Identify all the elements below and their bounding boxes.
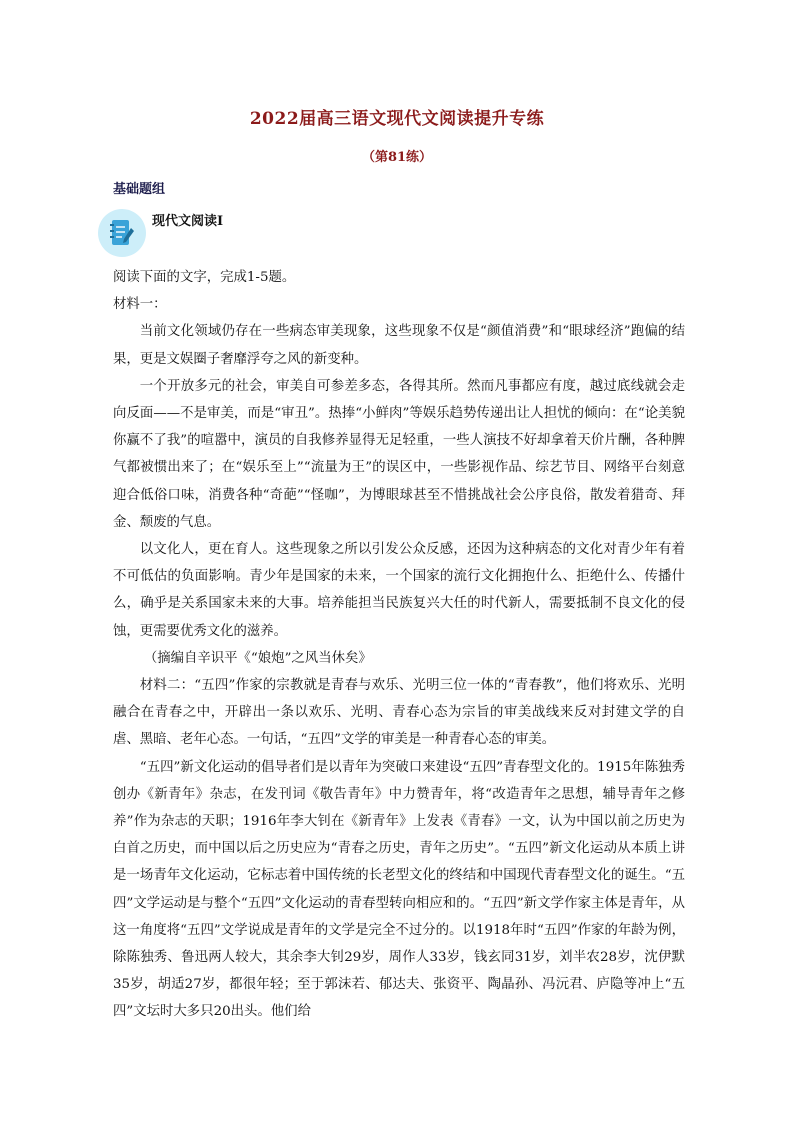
reading-body (113, 264, 685, 1026)
page-title: 2022届高三语文现代文阅读提升专练 (249, 109, 545, 129)
instruction-text: 阅读下面的文字，完成1-5题。 (113, 270, 296, 285)
material-one-source: （摘编自辛识平《“娘炮”之风当休矣》 (143, 650, 372, 666)
section-heading: 基础题组 (113, 182, 166, 197)
page-subtitle: （第81练） (361, 150, 433, 165)
notebook-pen-icon (98, 209, 146, 257)
material-one-paragraph-3: 以文化人，更在育人。这些现象之所以引发公众反感，还因为这种病态的文化对青少年有着不可低估的负面影响。青少年是国家的未来，一个国家的流行文化拥抱什么、拒绝什么、传播什么，确乎是关系国家未来的大事。培养能担当民族复兴大任的时代新人，需要抵制不良文化的侵蚀，更需要优秀文化的滋养。 (113, 542, 685, 639)
part-heading: 现代文阅读Ⅰ (152, 214, 224, 229)
material-two-paragraph-1: 材料二：“五四”作家的宗教就是青春与欢乐、光明三位一体的“青春教”，他们将欢乐、光明融合在青春之中，开辟出一条以欢乐、光明、青春心态为宗旨的审美战线来反对封建文学的自虐、黑暗、老年心态。一句话，“五四”文学的审美是一种青春心态的审美。 (113, 678, 685, 748)
material-two-paragraph-2: “五四”新文化运动的倡导者们是以青年为突破口来建设“五四”青春型文化的。1915年陈独秀创办《新青年》杂志，在发刊词《敬告青年》中力赞青年，将“改造青年之思想，辅导青年之修养”作为杂志的天职；1916年李大钊在《新青年》上发表《青春》一文，认为中国以前之历史为白首之历史，而中国以后之历史应为“青春之历史，青年之历史”。“五四”新文化运动从本质上讲是一场青年文化运动，它标志着中国传统的长老型文化的终结和中国现代青春型文化的诞生。“五四”文学运动是与整个“五四”文化运动的青春型转向相应和的。“五四”新文学作家主体是青年，从这一角度将“五四”文学说成是青年的文学是完全不过分的。以1918年时“五四”作家的年龄为例，除陈独秀、鲁迅两人较大，其余李大钊29岁，周作人33岁，钱玄同31岁，刘半农28岁，沈伊默35岁，胡适27岁，都很年轻；至于郭沫若、郁达夫、张资平、陶晶孙、冯沅君、庐隐等冲上“五四”文坛时大多只20出头。他们给 (113, 759, 685, 1020)
material-one-paragraph-2: 一个开放多元的社会，审美自可参差多态，各得其所。然而凡事都应有度，越过底线就会走向反面——不是审美，而是“审丑”。热捧“小鲜肉”等娱乐趋势传递出让人担忧的倾向：在“论美貌你赢不了我”的喧嚣中，演员的自我修养显得无足轻重，一些人演技不好却拿着天价片酬，各种脾气都被惯出来了；在“娱乐至上”“流量为王”的误区中，一些影视作品、综艺节目、网络平台刻意迎合低俗口味，消费各种“奇葩”“怪咖”，为博眼球甚至不惜挑战社会公序良俗，散发着猎奇、拜金、颓废的气息。 (113, 378, 685, 530)
material-one-label: 材料一： (113, 297, 167, 313)
material-one-paragraph-1: 当前文化领域仍存在一些病态审美现象，这些现象不仅是“颜值消费”和“眼球经济”跑偏的结果，更是文娱圈子奢靡浮夸之风的新变种。 (113, 324, 685, 367)
notebook-pen-icon-svg (110, 218, 134, 248)
